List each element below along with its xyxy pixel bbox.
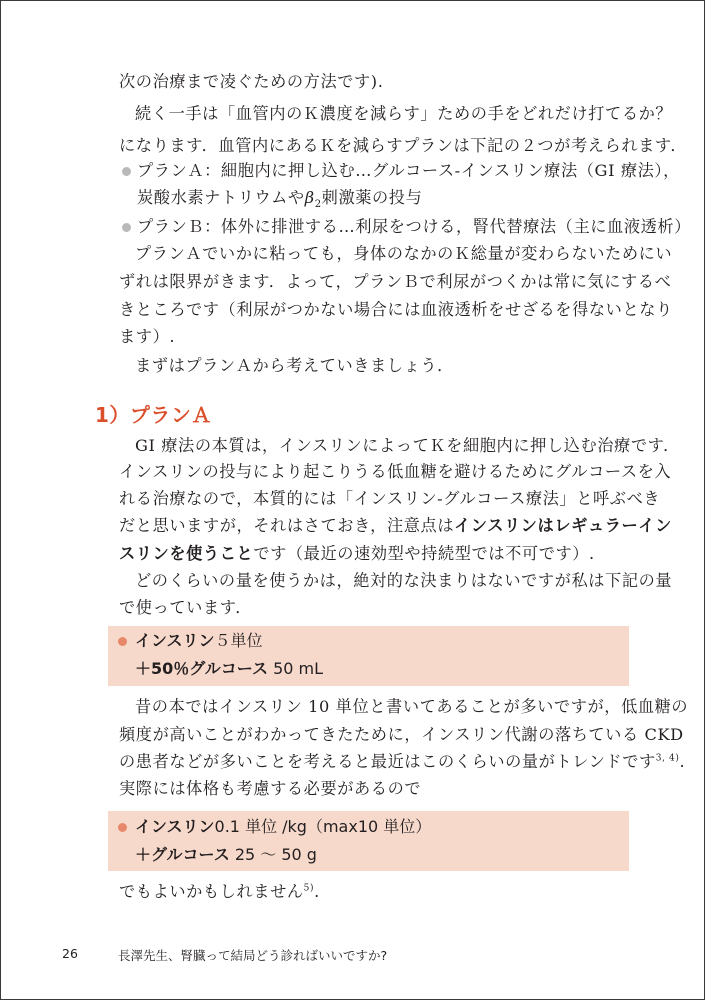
paragraph-line: 実際には体格も考慮する必要があるので: [119, 779, 422, 798]
paragraph-line: ます）.: [119, 327, 176, 346]
emphasis-text: スリンを使うこと: [119, 544, 254, 563]
paragraph-line: まずはプランＡから考えていきましょう．: [135, 356, 454, 375]
bullet-icon: [122, 167, 131, 176]
page-number: 26: [62, 946, 78, 961]
list-item-plan-a-continued: 炭酸水素ナトリウムや$\beta_2$刺激薬の投与: [137, 188, 423, 211]
dosage-line: ＋グルコース 25 ～ 50 g: [135, 845, 317, 864]
paragraph-line: どのくらいの量を使うかは，絶対的な決まりはないですが私は下記の量: [135, 571, 673, 590]
paragraph-line: GI 療法の本質は，インスリンによってＫを細胞内に押し込む治療です．: [135, 436, 680, 455]
paragraph-line: れる治療なので，本質的には「インスリン‐グルコース療法」と呼ぶべき: [119, 489, 661, 508]
paragraph-line: 頻度が高いことがわかってきたために，インスリン代謝の落ちている CKD: [119, 725, 684, 744]
paragraph-line: インスリンの投与により起こりうる低血糖を避けるためにグルコースを入: [119, 462, 672, 481]
running-title: 長澤先生、腎臓って結局どう診ればいいですか?: [118, 948, 388, 963]
emphasis-text: インスリンはレギュラーイン: [454, 516, 672, 535]
bullet-icon: [118, 637, 127, 646]
dosage-box-1: [108, 626, 629, 686]
citation: 3, 4): [655, 753, 680, 764]
paragraph-line: になります．血管内にあるＫを減らすプランは下記の２つが考えられます．: [119, 136, 688, 155]
section-heading: 1）プランＡ: [95, 403, 212, 427]
paragraph-line: で使っています．: [119, 598, 253, 617]
paragraph-line: きところです（利尿がつかない場合には血液透析をせざるを得ないとなり: [119, 300, 673, 319]
bullet-icon: [122, 223, 131, 232]
dosage-line: ＋50％グルコース 50 mL: [135, 659, 324, 678]
paragraph-line: だと思いますが，それはさておき，注意点はインスリンはレギュラーイン: [119, 516, 672, 535]
paragraph-line: プランＡでいかに粘っても，身体のなかのＫ総量が変わらないためにい: [135, 244, 673, 263]
dosage-line: インスリン５単位: [135, 631, 263, 650]
paragraph-line: の患者などが多いことを考えると最近はこのくらいの量がトレンドです$^{3, 4)}$.: [119, 752, 686, 771]
paragraph-line: 次の治療まで凌ぐための方法です).: [119, 72, 384, 91]
dosage-line: インスリン0.1 単位 /kg（max10 単位）: [135, 817, 432, 836]
list-item-plan-a: プランＡ：細胞内に押し込む…グルコース‐インスリン療法（GI 療法），: [137, 161, 680, 180]
paragraph-line: ずれは限界がきます．よって，プランＢで利尿がつくかは常に気にするべ: [119, 272, 672, 291]
bullet-icon: [118, 823, 127, 832]
paragraph-line: でもよいかもしれません$^{5)}$.: [119, 882, 320, 901]
citation: 5): [303, 883, 315, 894]
list-item-plan-b: プランＢ：体外に排泄する…利尿をつける，腎代替療法（主に血液透析）: [137, 217, 691, 236]
dosage-box-2: [108, 811, 629, 871]
paragraph-line: 昔の本ではインスリン 10 単位と書いてあることが多いですが，低血糖の: [135, 697, 689, 716]
paragraph-line: スリンを使うことです（最近の速効型や持続型では不可です）.: [119, 544, 595, 563]
paragraph-line: 続く一手は「血管内のＫ濃度を減らす」ための手をどれだけ打てるか？: [135, 104, 673, 123]
